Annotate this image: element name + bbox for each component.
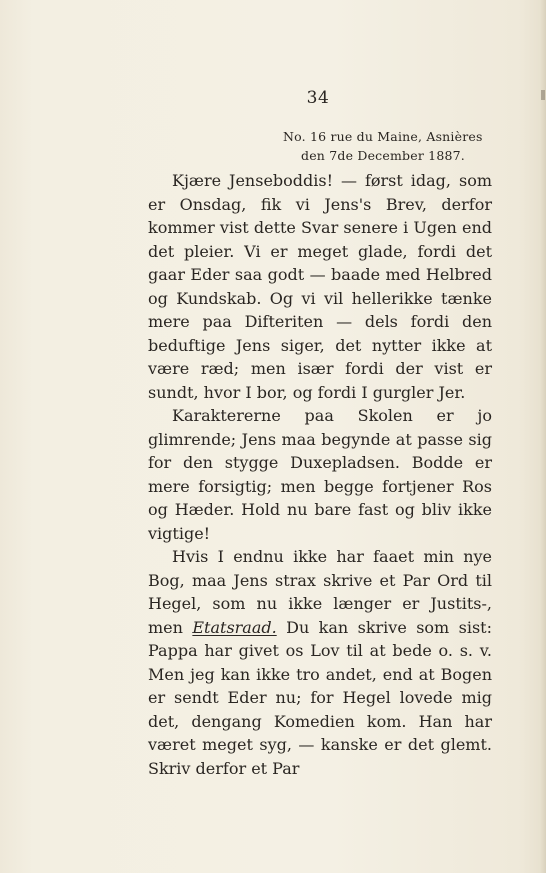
etatsraad-word: Etatsraad. — [192, 617, 277, 637]
paragraph-1: Kjære Jenseboddis! — først idag, som er Onsdag, fik vi Jens's Brev, derfor kommer vist dette Svar senere i Ugen end det pleier. Vi er meget glade, fordi det gaar Eder saa godt — baade med Helbred og Kundskab. Og vi vil hellerikke tænke mere paa Difteriten — dels fordi den beduftige Jens siger, det nytter ikke at være ræd; men især fordi der vist er sundt, hvor I bor, og fordi I gurgler Jer. — [148, 171, 492, 402]
letter-body — [148, 169, 492, 780]
paragraph-3-end: Du kan skrive som sist: Pappa har givet os Lov til at bede o. s. v. Men jeg kan ikke tro andet, end at Bogen er sendt Eder nu; for Hegel lovede mig det, dengang Komedien kom. Han har været meget syg, — kanske er det glemt. Skriv derfor et Par — [148, 617, 492, 778]
letter-address — [283, 127, 483, 165]
paragraph-2: Karaktererne paa Skolen er jo glimrende; Jens maa begynde at passe sig for den stygge Duxepladsen. Bodde er mere forsigtig; men begge fortjener Ros og Hæder. Hold nu bare fast og bliv ikke vigtige! — [148, 406, 492, 543]
paragraph-3 — [148, 545, 492, 780]
address-line-2: den 7de December 1887. — [301, 148, 465, 163]
page-number: 34 — [306, 88, 330, 108]
paragraph-3-start: Hvis I endnu ikke har faaet min nye Bog, maa Jens strax skrive et Par Ord til Hegel, som nu ikke længer er Justits-, men — [148, 547, 492, 637]
address-line-1: No. 16 rue du Maine, Asnières — [283, 129, 483, 144]
page-edge — [540, 0, 546, 873]
